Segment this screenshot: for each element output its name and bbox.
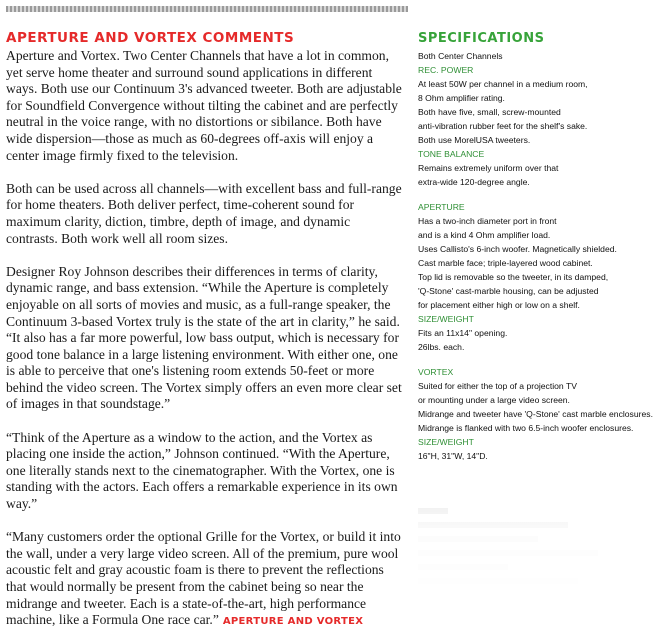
- comments-paragraph-last: [6, 529, 404, 631]
- spec-line: or mounting under a large video screen.: [418, 395, 570, 405]
- spec-line: extra-wide 120-degree angle.: [418, 177, 530, 187]
- spec-line: Has a two-inch diameter port in front: [418, 216, 557, 226]
- spec-title: APERTURE: [418, 202, 465, 212]
- spec-block: [418, 200, 654, 354]
- spec-title: TONE BALANCE: [418, 149, 485, 159]
- specifications-heading: SPECIFICATIONS: [418, 31, 545, 46]
- spec-line: Both have five, small, screw-mounted: [418, 107, 561, 117]
- comments-paragraph: Aperture and Vortex. Two Center Channels that have a lot in common, yet serve home theater and surround sound applications in different ways. Both use our Continuum 3's advanced tweeter. Both are adjustable for Soundfield Convergence without tilting the cabinet and are perfectly neutral in the voice range, with no distortions or sibilance. Both have wide dispersion—those as much as 60-degrees off-axis will enjoy a center image firmly fixed to the television.: [6, 48, 402, 163]
- comments-paragraph: “Think of the Aperture as a window to the action, and the Vortex as placing one inside the action,” Johnson continued. “With the Aperture, one literally stands next to the cinematographer. With the Vortex, one is standing with the actors. Each offers a remarkable experience in its own way.”: [6, 429, 398, 512]
- spec-line: Top lid is removable so the tweeter, in its damped,: [418, 272, 609, 282]
- spec-line: Midrange and tweeter have 'Q-Stone' cast marble enclosures.: [418, 409, 653, 419]
- spec-line: Midrange is flanked with two 6.5-inch woofer enclosures.: [418, 423, 634, 433]
- spec-line: and is a kind 4 Ohm amplifier load.: [418, 230, 551, 240]
- spec-line: Fits an 11x14" opening.: [418, 328, 508, 338]
- spec-line: Uses Callisto's 6-inch woofer. Magnetically shielded.: [418, 244, 617, 254]
- comments-paragraph: Both can be used across all channels—with excellent bass and full-range for home theaters. Both deliver perfect, time-coherent sound for maximum clarity, diction, timbre, depth of image, and dynamic contrasts. Both work well all room sizes.: [6, 180, 402, 246]
- spec-title: SIZE/WEIGHT: [418, 437, 474, 447]
- comments-column: [6, 30, 404, 631]
- spec-line: Both use MorelUSA tweeters.: [418, 135, 531, 145]
- spec-title: REC. POWER: [418, 65, 474, 75]
- comments-heading: APERTURE AND VORTEX COMMENTS: [6, 30, 295, 46]
- spec-line: 26lbs. each.: [418, 342, 465, 352]
- top-divider-bar: [6, 6, 408, 12]
- comments-paragraph-text: “Many customers order the optional Grille for the Vortex, or build it into the wall, under a very large video screen. All of the premium, pure wool acoustic felt and gray acoustic foam is there to prevent the reflections that would normally be present from the cabinet being so near the midrange and tweeter. Each is a state-of-the-art, high performance machine, like a Formula One race car.”: [6, 529, 401, 628]
- spec-line: Suited for either the top of a projection TV: [418, 381, 577, 391]
- spec-line: anti-vibration rubber feet for the shelf's sake.: [418, 121, 588, 131]
- spec-block: [418, 49, 654, 189]
- specifications-column: [418, 30, 654, 474]
- spec-line: Cast marble face; triple-layered wood cabinet.: [418, 258, 593, 268]
- fade-overlay: [418, 492, 654, 614]
- aperture-vortex-tag: APERTURE AND VORTEX: [222, 616, 364, 628]
- spec-title: SIZE/WEIGHT: [418, 314, 474, 324]
- spec-title: VORTEX: [418, 367, 454, 377]
- spec-line: Both Center Channels: [418, 51, 503, 61]
- specifications-list: [418, 49, 654, 463]
- spec-block: [418, 365, 654, 463]
- spec-line: 16"H, 31"W, 14"D.: [418, 451, 488, 461]
- spec-line: 'Q-Stone' cast-marble housing, can be adjusted: [418, 286, 599, 296]
- spec-line: Remains extremely uniform over that: [418, 163, 559, 173]
- spec-line: 8 Ohm amplifier rating.: [418, 93, 505, 103]
- spec-line: for placement either high or low on a shelf.: [418, 300, 580, 310]
- comments-paragraph: Designer Roy Johnson describes their differences in terms of clarity, dynamic range, and bass extension. “While the Aperture is completely enjoyable on all sorts of movies and music, as a full-range speaker, the Continuum 3-based Vortex truly is the state of the art in clarity,” he said. “It also has a far more powerful, low bass output, which is necessary for good tone balance in a large listening environment. With either one, one is able to perceive that one's listening room extends 50-feet or more behind the video screen. The Vortex simply offers an even more clear set of images in that soundstage.”: [6, 263, 402, 412]
- spec-line: At least 50W per channel in a medium room,: [418, 79, 588, 89]
